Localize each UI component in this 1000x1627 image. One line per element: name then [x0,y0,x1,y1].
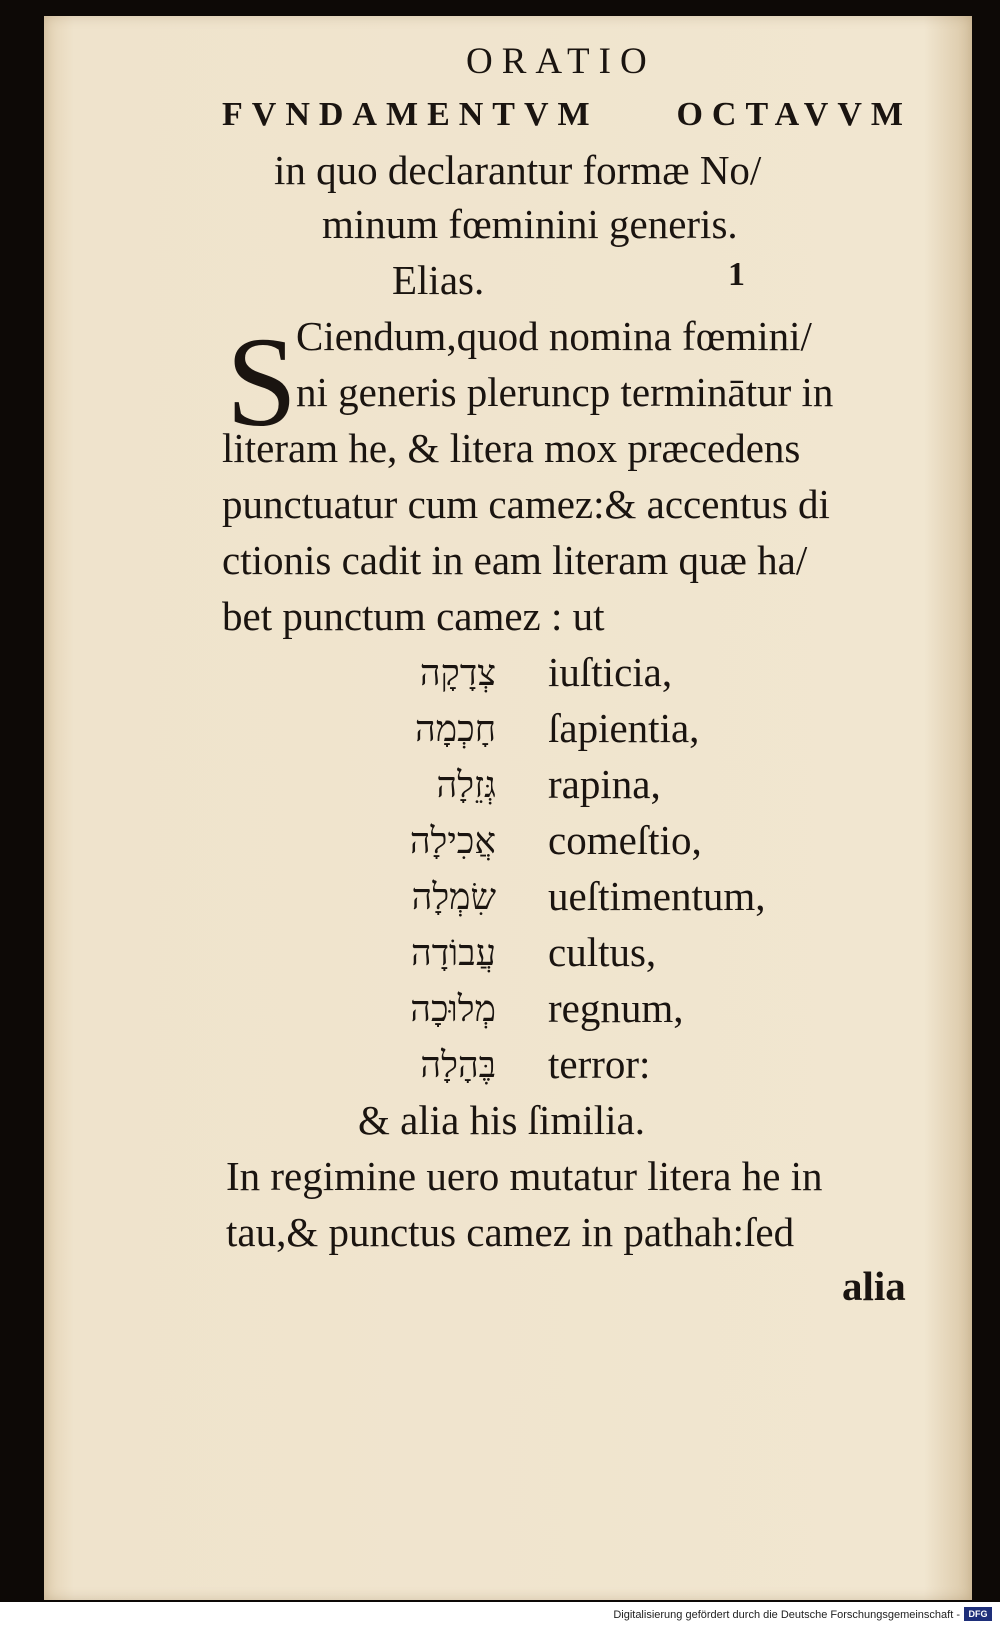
body-line-6: bet punctum camez : ut [222,593,605,639]
section-heading [222,96,912,134]
tail-line-1: In regimine uero mutatur litera he in [226,1153,823,1199]
latin-gloss: iuſticia, [548,649,673,695]
section-number: 1 [728,256,745,293]
hebrew-word: צְדָקָה [419,653,496,694]
dfg-logo: DFG [964,1607,992,1621]
latin-gloss: terror: [548,1041,651,1087]
title-line-1: in quo declarantur formæ No/ [274,147,762,193]
closing-line: & alia his ſimilia. [358,1097,645,1143]
speaker-name: Elias. [392,257,485,303]
book-page [44,16,972,1600]
latin-gloss: rapina, [548,761,661,807]
latin-gloss: regnum, [548,985,684,1031]
hebrew-word: חָכְמָה [415,709,496,750]
body-line-5: ctionis cadit in eam literam quæ ha/ [222,537,808,583]
footer-bar [0,1602,1000,1627]
hebrew-word: מְלוּכָה [410,989,496,1030]
footer-credit: Digitalisierung gefördert durch die Deutsche Forschungsgemeinschaft - [613,1609,960,1621]
catchword: alia [842,1263,906,1309]
section-heading-right: OCTAVVM [676,96,912,133]
title-line-2: minum fœminini generis. [322,201,738,247]
hebrew-word: גְּזֵלָה [436,765,496,806]
hebrew-word: עֲבוֹדָה [411,933,496,974]
body-line-1: Ciendum,quod nomina fœmini/ [296,313,812,359]
tail-line-2: tau,& punctus camez in pathah:ſed [226,1209,795,1255]
body-line-3: literam he, & litera mox præcedens [222,425,801,471]
latin-gloss: comeſtio, [548,817,702,863]
hebrew-word: בֶּהָלָה [420,1045,496,1086]
body-line-2: ni generis pleruncp terminātur in [296,369,834,415]
latin-gloss: cultus, [548,929,657,975]
drop-cap: S [226,311,298,453]
section-heading-left: FVNDAMENTVM [222,96,599,133]
hebrew-word: שִׂמְלָה [411,877,496,918]
running-head: ORATIO [466,41,656,82]
latin-gloss: ſapientia, [548,705,700,751]
latin-gloss: ueſtimentum, [548,873,766,919]
body-line-4: punctuatur cum camez:& accentus di [222,481,830,527]
hebrew-word: אֲכִילָה [409,821,496,862]
